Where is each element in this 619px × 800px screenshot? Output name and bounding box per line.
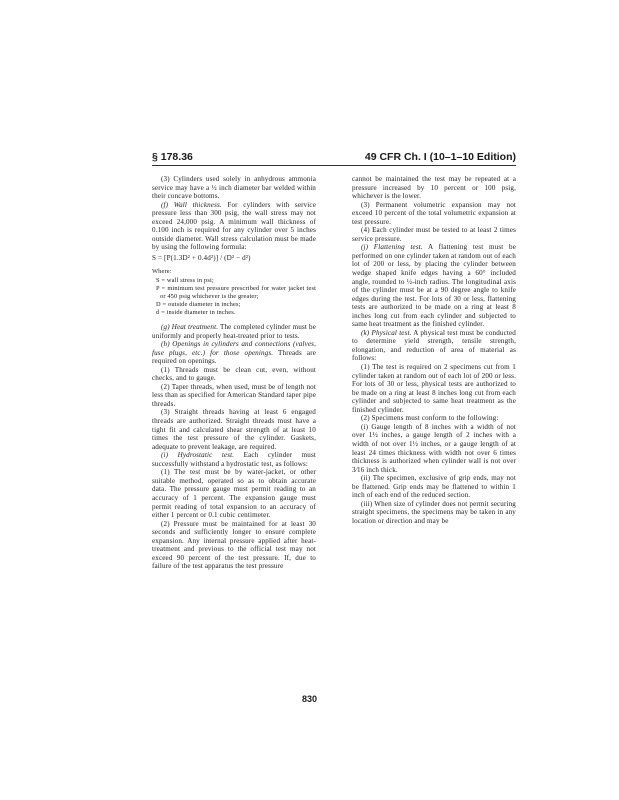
paragraph (152, 201, 316, 252)
paragraph: (4) Each cylinder must be tested to at least 2 times service pressure. (352, 226, 516, 243)
paragraph-heading: (i) Hydrostatic test. (161, 451, 235, 460)
paragraph-heading: (g) Heat treatment. (161, 323, 219, 332)
section-number: § 178.36 (152, 151, 193, 163)
header-title: 49 CFR Ch. I (10–1–10 Edition) (364, 151, 516, 163)
definition: D = outside diameter in inches; (156, 301, 241, 309)
paragraph: (1) The test is required on 2 specimens cut from 1 cylinder taken at random out of each lot of 200 or less. For lots of 30 or less, physical tests are authorized to be made on a ring at least 8 inches long cut from each cylinder and subjected to same heat treatment as the finished cylinder. (352, 363, 516, 414)
paragraph-heading: (j) Flattening test. (361, 243, 423, 252)
left-column (152, 175, 316, 571)
paragraph (352, 243, 516, 328)
paragraph-text: The completed cylinder must be uniformly and properly heat-treated prior to tests. (152, 323, 316, 340)
paragraph-text: Threads are required on openings. (152, 348, 316, 366)
paragraph-text: A flattening test must be performed on one cylinder taken at random out of each lot of 200 or less, by placing the cylinder between wedge shaped knife edges having a 60° included angle, rounded to ½-inch radius. The longitudinal axis of the cylinder must be at a 90 degree angle to knife edges during the test. For lots of 30 or less, flattening tests are authorized to be made on a ring at least 8 inches long cut from each cylinder and subjected to same heat treatment as the finished cylinder. (352, 243, 516, 329)
paragraph: cannot be maintained the test may be repeated at a pressure increased by 10 percent or 100 psig, whichever is the lower. (352, 175, 516, 201)
paragraph-text: For cylinders with service pressure less than 300 psig, the wall stress may not exceed 24,000 psig. A minimum wall thickness of 0.100 inch is required for any cylinder over 5 inches outside diameter. Wall stress calculation must be made by using the following formula: (152, 200, 316, 252)
paragraph (152, 323, 316, 340)
paragraph: (1) The test must be by water-jacket, or other suitable method, operated so as to obtain accurate data. The pressure gauge must permit reading to an accuracy of 1 percent. The expansion gauge must permit reading of total expansion to an accuracy of either 1 percent or 0.1 cubic centimeter. (152, 468, 316, 520)
paragraph (152, 340, 316, 366)
where-label: Where: (152, 268, 172, 276)
paragraph-heading: (k) Physical test. (361, 328, 412, 337)
paragraph: (3) Cylinders used solely in anhydrous ammonia service may have a ½ inch diameter bar welded within their concave bottoms. (152, 175, 316, 201)
paragraph: (3) Straight threads having at least 6 engaged threads are authorized. Straight threads must have a tight fit and calculated shear strength of at least 10 times the test pressure of the cylinder. Gaskets, adequate to prevent leakage, are required. (152, 408, 316, 451)
paragraph: (2) Pressure must be maintained for at least 30 seconds and sufficiently longer to ensure complete expansion. Any internal pressure applied after heat-treatment and previous to the official test may not exceed 90 percent of the test pressure. If, due to failure of the test apparatus the test pressure (152, 519, 316, 571)
paragraph (352, 329, 516, 363)
running-header (152, 151, 516, 169)
paragraph: (ii) The specimen, exclusive of grip ends, may not be flattened. Grip ends may be flattened to within 1 inch of each end of the reduced section. (352, 474, 516, 500)
definition: S = wall stress in psi; (156, 277, 214, 285)
paragraph (152, 451, 316, 468)
paragraph-heading: (h) Openings in cylinders and connections (valves, fuse plugs, etc.) for those openings. (152, 340, 316, 357)
paragraph: (2) Taper threads, when used, must be of length not less than as specified for American Standard taper pipe threads. (152, 382, 316, 408)
right-column (352, 175, 516, 525)
paragraph: (2) Specimens must conform to the following: (361, 414, 499, 423)
page-number: 830 (301, 694, 318, 704)
paragraph-heading: (f) Wall thickness. (161, 200, 222, 209)
paragraph: (3) Permanent volumetric expansion may not exceed 10 percent of the total volumetric expansion at test pressure. (352, 200, 516, 226)
paragraph-text: Each cylinder must successfully withstand a hydrostatic test, as follows: (152, 451, 316, 468)
paragraph: (1) Threads must be clean cut, even, without checks, and to gauge. (152, 365, 316, 383)
stress-formula: S = [P(1.3D² + 0.4d²)] / (D² − d²) (152, 253, 251, 262)
paragraph: (iii) When size of cylinder does not permit securing straight specimens, the specimens may be taken in any location or direction and may be (352, 499, 516, 525)
header-rule (152, 165, 516, 166)
definition: P = minimum test pressure prescribed for water jacket test or 450 psig whichever is the greater; (156, 285, 316, 301)
paragraph-text: A physical test must be conducted to determine yield strength, tensile strength, elongation, and reduction of area of material as follows: (352, 328, 516, 363)
paragraph: (i) Gauge length of 8 inches with a width of not over 1½ inches, a gauge length of 2 inches with a width of not over 1½ inches, or a gauge length of at least 24 times thickness with width not over 6 times thickness is authorized when cylinder wall is not over 3⁄16 inch thick. (352, 422, 516, 474)
definition: d = inside diameter in inches. (156, 309, 236, 317)
